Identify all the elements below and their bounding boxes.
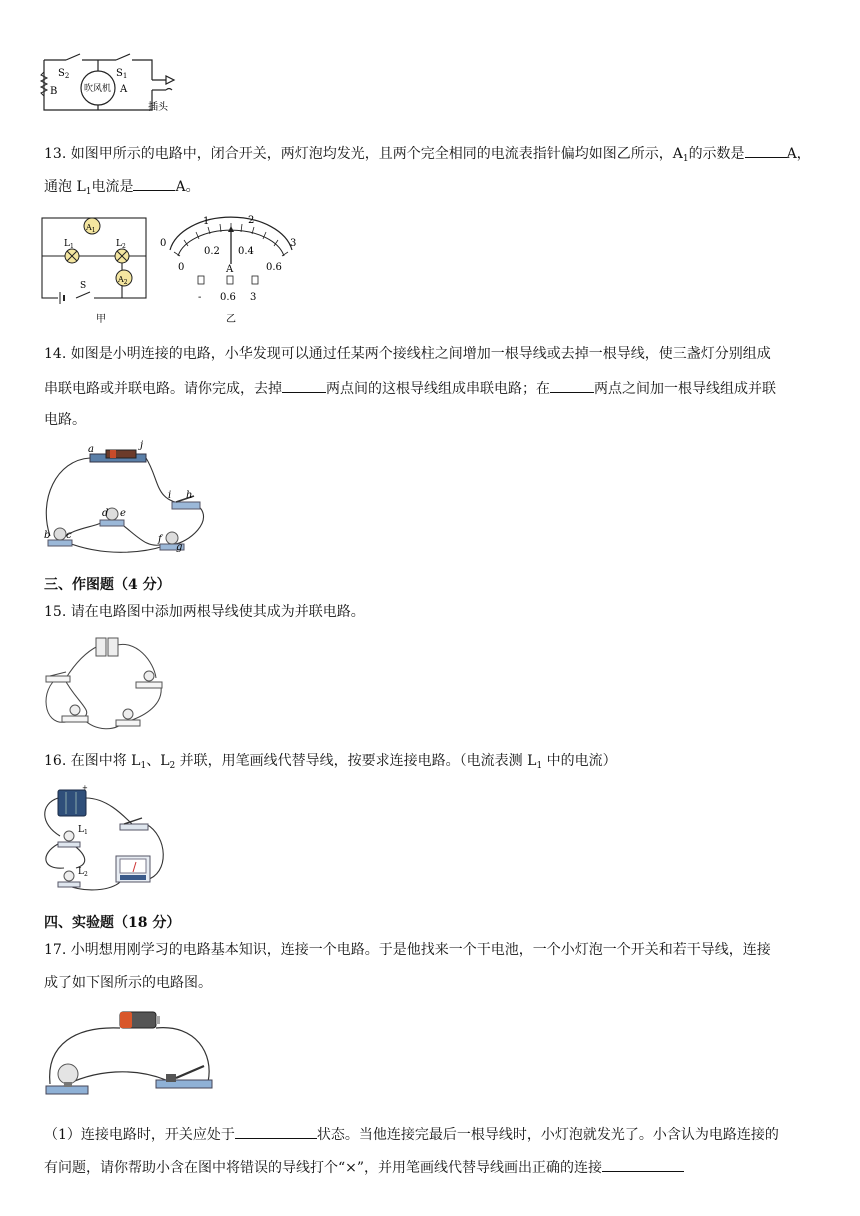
label-a2: $A_2$: [118, 275, 128, 286]
label-l2: $L_2$: [78, 867, 88, 878]
label-yi: 乙: [226, 314, 236, 325]
label-dryer: 吹风机: [84, 84, 112, 94]
q15-circuit-figure: [36, 632, 174, 738]
label-a: A: [120, 84, 128, 95]
section-3-heading: 三、作图题（4 分）: [44, 577, 171, 593]
label-j: j: [140, 440, 144, 451]
q17-blank1[interactable]: [235, 1124, 317, 1139]
q17-blank2[interactable]: [602, 1157, 684, 1172]
q13-blank2[interactable]: [133, 176, 175, 191]
q14-line3: 电路。: [44, 412, 86, 428]
q15-text: 15. 请在电路图中添加两根导线使其成为并联电路。: [44, 604, 365, 620]
q17-p1-line1: （1）连接电路时，开关应处于 状态。当他连接完最后一根导线时，小灯泡就发光了。小含认为电路连接的: [44, 1124, 779, 1144]
q13-ammeter-yi: [156, 210, 304, 326]
q17-line1: 17. 小明想用刚学习的电路基本知识，连接一个电路。于是他找来一个干电池，一个小灯泡一个开关和若干导线，连接: [44, 942, 771, 958]
q16-circuit-figure: [36, 784, 172, 896]
label-s1: $S_1$: [116, 68, 128, 80]
label-f: f: [158, 534, 162, 545]
q17-line2: 成了如下图所示的电路图。: [44, 975, 212, 991]
label-a1: $A_1$: [86, 223, 96, 234]
section-4-heading: 四、实验题（18 分）: [44, 915, 181, 931]
q14-line2: 串联电路或并联电路。请你完成，去掉 两点间的这根导线组成串联电路；在 两点之间加一根导线组成并联: [44, 378, 776, 398]
tick-top-1: 1: [203, 216, 210, 227]
label-i: i: [168, 490, 172, 501]
label-l2: $L_2$: [116, 239, 126, 250]
tick-bot-0: 0: [178, 262, 185, 273]
q17-p1-line2: 有问题，请你帮助小含在图中将错误的导线打个“×”，并用笔画线代替导线画出正确的连接: [44, 1157, 684, 1177]
label-l1: $L_1$: [78, 825, 88, 836]
q13-circuit-jia: [38, 210, 156, 326]
terminal-3: 3: [250, 292, 257, 303]
q13-blank1[interactable]: [745, 143, 787, 158]
label-jia: 甲: [96, 314, 106, 325]
q17-circuit-figure: [36, 1004, 220, 1108]
label-s: S: [80, 281, 87, 291]
tick-top-0: 0: [160, 238, 167, 249]
terminal-neg: -: [198, 292, 202, 303]
q14-line1: 14. 如图是小明连接的电路，小华发现可以通过任某两个接线柱之间增加一根导线或去掉一根导线，使三盏灯分别组成: [44, 346, 771, 362]
label-c: c: [66, 530, 72, 541]
q14-circuit-figure: [36, 440, 216, 558]
label-plug: 插头: [148, 102, 168, 113]
label-h: h: [186, 490, 193, 501]
tick-bot-3: 0.6: [266, 262, 282, 273]
label-e: e: [120, 508, 126, 519]
q16-text: 16. 在图中将 $L_1$、$L_2$ 并联，用笔画线代替导线，按要求连接电路。（电流表测 $L_1$ 中的电流）: [44, 753, 617, 771]
label-b: b: [44, 530, 51, 541]
hair-dryer-circuit-figure: [36, 50, 186, 120]
q13-line2: 通泡 $L_1$电流是 A。: [44, 176, 200, 201]
tick-bot-2: 0.4: [238, 246, 254, 257]
label-s2: $S_2$: [58, 68, 70, 80]
label-d: d: [102, 508, 109, 519]
tick-top-2: 2: [248, 215, 255, 226]
label-g: g: [176, 542, 183, 553]
q14-blank1[interactable]: [282, 378, 326, 393]
tick-bot-1: 0.2: [204, 246, 220, 257]
label-l1: $L_1$: [64, 239, 74, 250]
terminal-06: 0.6: [220, 292, 236, 303]
q14-blank2[interactable]: [550, 378, 594, 393]
tick-top-3: 3: [290, 238, 297, 249]
label-b: B: [50, 86, 58, 97]
label-a: a: [88, 444, 94, 455]
unit-a: A: [226, 264, 234, 275]
svg-text:+: +: [82, 784, 88, 792]
q13-line1: 13. 如图甲所示的电路中，闭合开关，两灯泡均发光，且两个完全相同的电流表指针偏均如图乙所示，$A_1$的示数是 A，: [44, 143, 811, 168]
